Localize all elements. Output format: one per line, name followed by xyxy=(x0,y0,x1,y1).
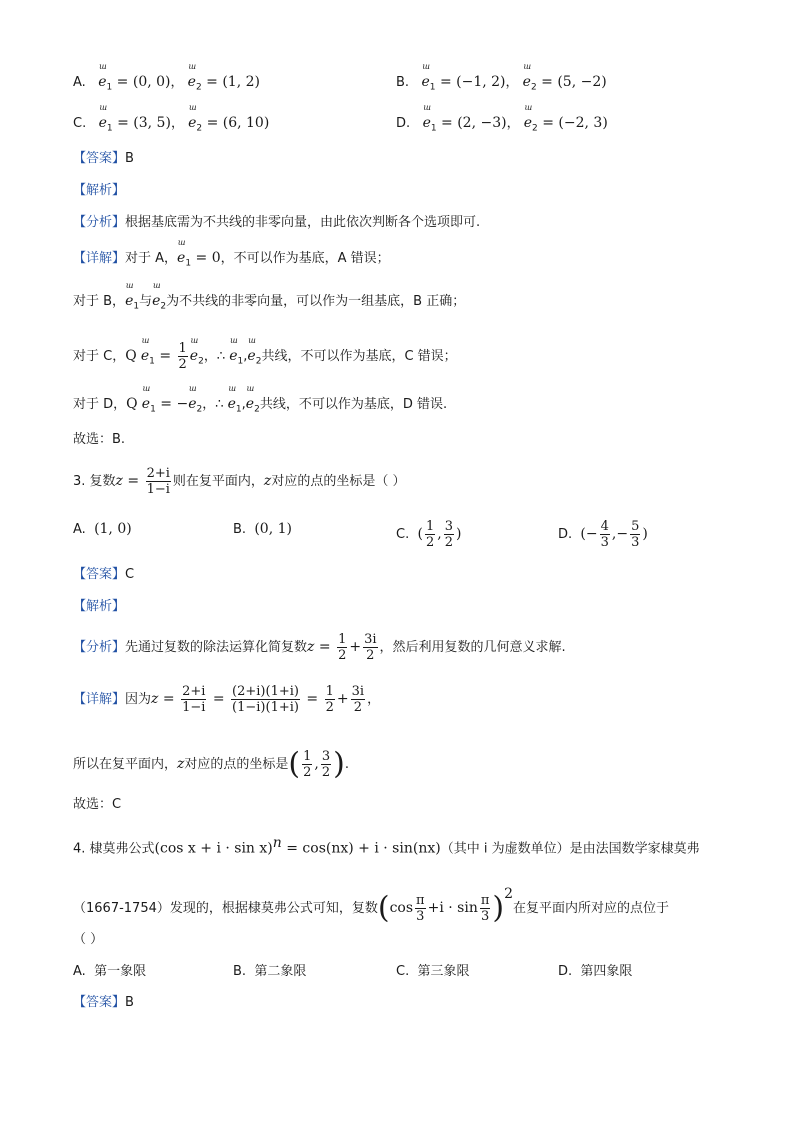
q3-option-a: A. (1, 0) xyxy=(73,521,132,537)
q3-detail: 【详解】因为z = $\frac{2+i}{1-i}$ = $\frac{(2+i)(1+i)}{(1-i)(1+i)}$ = $\frac{1}{2}$ + $\frac{3i}{2}$ ， xyxy=(73,684,381,715)
q3-answer: 【答案】C xyxy=(73,567,135,582)
q2-fenxi: 【分析】根据基底需为不共线的非零向量，由此依次判断各个选项即可. xyxy=(73,215,481,230)
option-b: B. ш $e_1 = (-1$, 2)， ш $e_2 = (5$, −2) xyxy=(396,62,607,93)
option-d: D. ш $e_1 = (2$, −3)， ш $e_2 = (-2$, 3) xyxy=(396,103,608,134)
q3-conclusion: 所以在复平面内，z对应的点的坐标是( $\frac{1}{2}$ , $\frac{3}{2}$ ). xyxy=(73,746,350,782)
q3-stem: 3. 复数z = $\frac{2+i}{1-i}$ 则在复平面内，z对应的点的坐标是（ ） xyxy=(73,466,406,497)
q2-detail-a: 【详解】对于 A， ш $e_1 = 0$，不可以作为基底，A 错误； xyxy=(73,238,390,269)
q3-option-d: D. (− $\frac{4}{3}$ ,− $\frac{5}{3}$ ) xyxy=(558,519,648,550)
option-c: C. ш $e_1 = (3$, 5)， ш $e_2 = (6$, 10) xyxy=(73,103,270,134)
vector-e2: ш e xyxy=(187,62,196,90)
q2-choose: 故选：B. xyxy=(73,432,126,447)
q2-detail-c: 对于 C，Q ш $e_1$ = $\frac{1}{2}$ ш $e_2$，∴ ш $e_1$, ш $e_2$共线，不可以作为基底，C 错误； xyxy=(73,336,457,372)
q4-stem-line-1: 4. 棣莫弗公式(cos x + i · sin x)$^n$ = cos(nx) + i · sin(nx)（其中 i 为虚数单位）是由法国数学家棣莫弗 xyxy=(73,835,700,857)
vector-e1: ш e xyxy=(98,62,107,90)
q4-stem-line-2: （1667-1754）发现的，根据棣莫弗公式可知，复数(cos $\frac{\pi}{3}$ +i · sin $\frac{\pi}{3}$ )$^2$在复平面内所对应的点位于 xyxy=(73,886,670,926)
q4-option-a: A. 第一象限 xyxy=(73,964,147,979)
q2-detail-d: 对于 D，Q ш $e_1$ = − ш $e_2$，∴ ш $e_1$, ш $e_2$共线，不可以作为基底，D 错误. xyxy=(73,384,448,415)
q2-analysis-heading: 【解析】 xyxy=(73,183,126,198)
q3-fenxi: 【分析】先通过复数的除法运算化简复数z = $\frac{1}{2}$ + $\frac{3i}{2}$ ，然后利用复数的几何意义求解. xyxy=(73,632,566,663)
q3-option-c: C. ( $\frac{1}{2}$ , $\frac{3}{2}$ ) xyxy=(396,519,462,550)
q4-stem-line-3: （ ） xyxy=(73,932,104,947)
q3-choose: 故选：C xyxy=(73,797,122,812)
q4-answer: 【答案】B xyxy=(73,995,134,1010)
q2-answer: 【答案】B xyxy=(73,151,134,166)
q4-option-c: C. 第三象限 xyxy=(396,964,470,979)
q2-options-row-1 xyxy=(73,62,260,98)
option-a: A. ш $e_1 = (0$, 0)， ш $e_2 = (1$, 2) xyxy=(73,62,260,93)
q3-analysis-heading: 【解析】 xyxy=(73,599,126,614)
q4-option-d: D. 第四象限 xyxy=(558,964,633,979)
q3-option-b: B. (0, 1) xyxy=(233,521,292,537)
q4-option-b: B. 第二象限 xyxy=(233,964,307,979)
q2-detail-b: 对于 B， ш $e_1$与 ш $e_2$为不共线的非零向量，可以作为一组基底，B 正确； xyxy=(73,281,466,312)
